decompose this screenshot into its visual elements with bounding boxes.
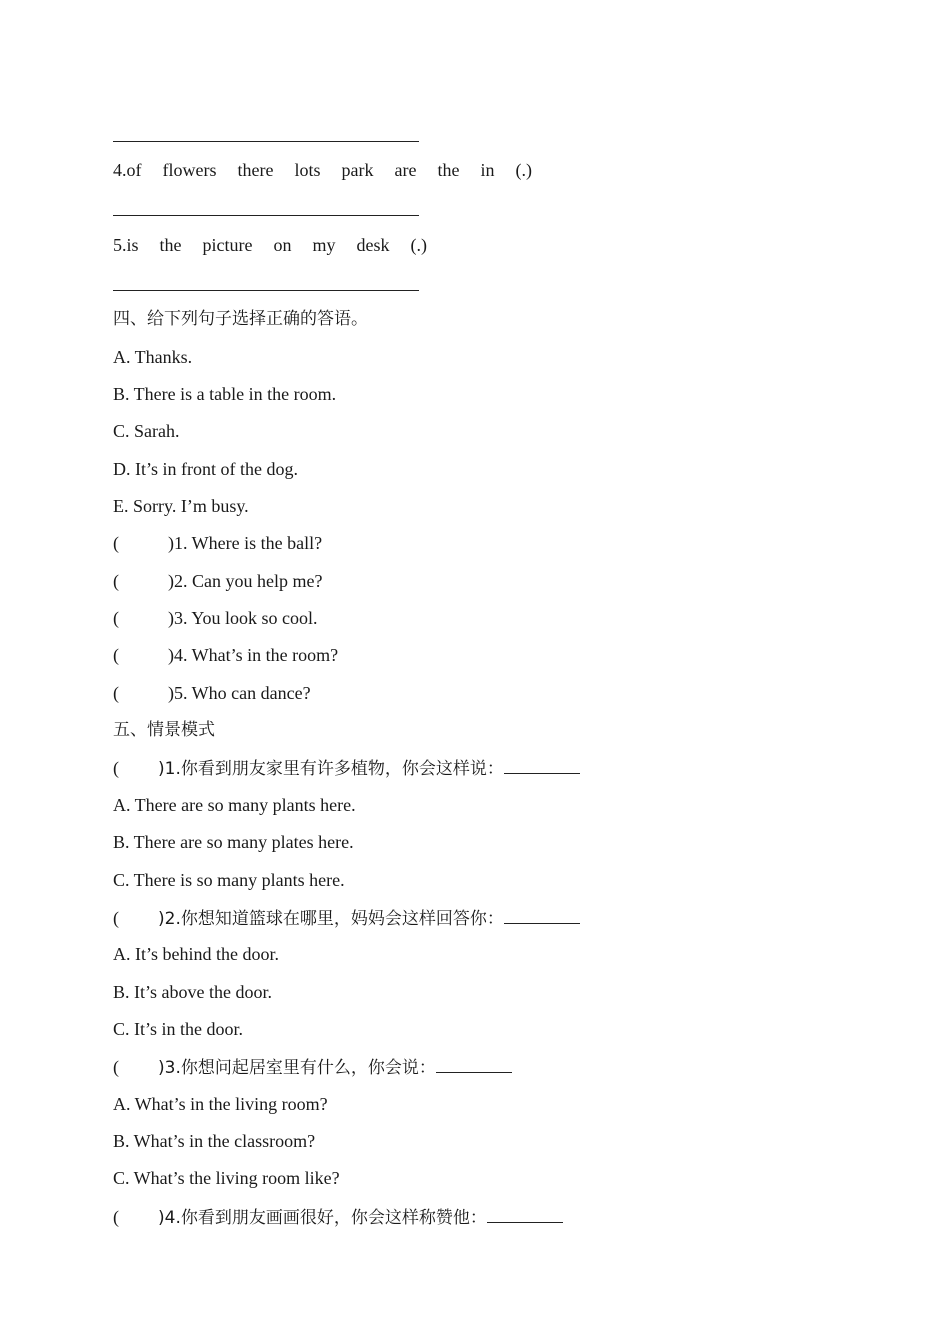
word: (.) bbox=[410, 235, 428, 255]
answer-paren[interactable]: ( bbox=[113, 533, 119, 553]
match-question-2 bbox=[113, 569, 322, 593]
match-question-1 bbox=[113, 531, 322, 555]
option-d: D. It’s in front of the dog. bbox=[113, 459, 298, 479]
match-question-3 bbox=[113, 606, 318, 630]
answer-line bbox=[113, 290, 419, 291]
option-c: C. Sarah. bbox=[113, 421, 180, 441]
answer-paren[interactable]: ( bbox=[113, 758, 119, 778]
situation-question-4 bbox=[113, 1204, 563, 1230]
answer-blank[interactable] bbox=[504, 755, 580, 774]
answer-paren[interactable]: ( bbox=[113, 908, 119, 928]
option-c: C. What’s the living room like? bbox=[113, 1168, 340, 1188]
word: desk bbox=[356, 235, 390, 255]
question-text: )5. Who can dance? bbox=[168, 683, 311, 703]
word: picture bbox=[202, 235, 253, 255]
word: are bbox=[394, 160, 417, 180]
question-text: )4.你看到朋友画画很好，你会这样称赞他： bbox=[158, 1208, 487, 1228]
match-question-4 bbox=[113, 643, 338, 667]
option-c: C. It’s in the door. bbox=[113, 1019, 243, 1039]
question-text: )1.你看到朋友家里有许多植物，你会这样说： bbox=[158, 759, 504, 779]
match-question-5 bbox=[113, 681, 311, 705]
answer-paren[interactable]: ( bbox=[113, 683, 119, 703]
question-text: )4. What’s in the room? bbox=[168, 645, 339, 665]
word: flowers bbox=[162, 160, 217, 180]
word: lots bbox=[294, 160, 321, 180]
option-a: A. There are so many plants here. bbox=[113, 795, 356, 815]
situation-question-3 bbox=[113, 1054, 512, 1080]
word: (.) bbox=[515, 160, 532, 180]
word: the bbox=[159, 235, 182, 255]
situation-question-2 bbox=[113, 905, 580, 931]
answer-paren[interactable]: ( bbox=[113, 571, 119, 591]
answer-line bbox=[113, 141, 419, 142]
section-5-heading: 五、情景模式 bbox=[113, 720, 215, 740]
answer-paren[interactable]: ( bbox=[113, 608, 119, 628]
answer-paren[interactable]: ( bbox=[113, 645, 119, 665]
option-a: A. Thanks. bbox=[113, 347, 193, 367]
question-text: )2.你想知道篮球在哪里，妈妈会这样回答你： bbox=[158, 909, 504, 929]
situation-question-1 bbox=[113, 755, 580, 781]
option-b: B. There is a table in the room. bbox=[113, 384, 337, 404]
reorder-question-5 bbox=[113, 233, 427, 257]
option-a: A. What’s in the living room? bbox=[113, 1094, 328, 1114]
word: on bbox=[273, 235, 292, 255]
option-b: B. There are so many plates here. bbox=[113, 832, 354, 852]
option-a: A. It’s behind the door. bbox=[113, 944, 279, 964]
option-c: C. There is so many plants here. bbox=[113, 870, 345, 890]
word: there bbox=[237, 160, 274, 180]
word: my bbox=[312, 235, 336, 255]
word: 5.is bbox=[113, 235, 139, 255]
section-4-heading: 四、给下列句子选择正确的答语。 bbox=[113, 309, 368, 329]
option-e: E. Sorry. I’m busy. bbox=[113, 496, 249, 516]
answer-blank[interactable] bbox=[504, 905, 580, 924]
word: 4.of bbox=[113, 160, 142, 180]
question-text: )3.你想问起居室里有什么，你会说： bbox=[158, 1058, 436, 1078]
answer-line bbox=[113, 215, 419, 216]
reorder-question-4 bbox=[113, 158, 532, 182]
word: the bbox=[437, 160, 460, 180]
answer-paren[interactable]: ( bbox=[113, 1207, 119, 1227]
word: park bbox=[341, 160, 374, 180]
answer-blank[interactable] bbox=[436, 1054, 512, 1073]
answer-paren[interactable]: ( bbox=[113, 1057, 119, 1077]
question-text: )2. Can you help me? bbox=[168, 571, 323, 591]
word: in bbox=[480, 160, 495, 180]
answer-blank[interactable] bbox=[487, 1204, 563, 1223]
option-b: B. What’s in the classroom? bbox=[113, 1131, 316, 1151]
question-text: )1. Where is the ball? bbox=[168, 533, 323, 553]
question-text: )3. You look so cool. bbox=[168, 608, 318, 628]
option-b: B. It’s above the door. bbox=[113, 982, 272, 1002]
